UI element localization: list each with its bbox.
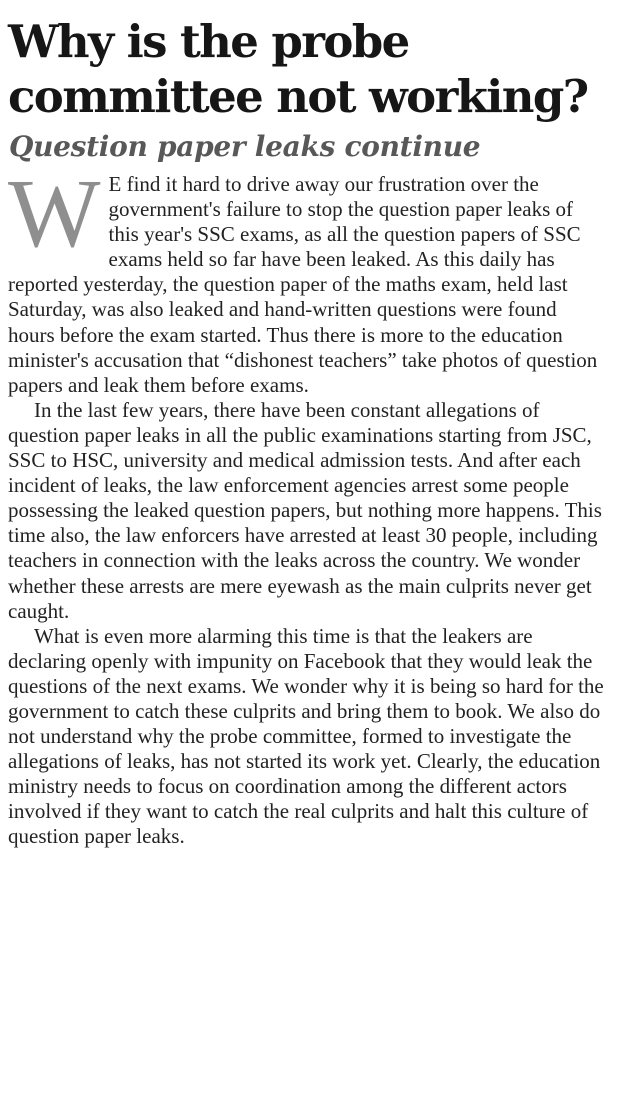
paragraph-1-text: E find it hard to drive away our frustration over the government's failure to stop the question paper leaks of this year's SSC exams, as all the question papers of SSC exams held so far have been leaked. As this daily has reported yesterday, the question paper of the maths exam, held last Saturday, was also leaked and hand-written questions were found hours before the exam started. Thus there is more to the education minister's accusation that “dishonest teachers” take photos of question papers and leak them before exams. (8, 172, 598, 397)
drop-cap: W (8, 160, 101, 268)
paragraph-2: In the last few years, there have been constant allegations of question paper leaks in all the public examinations starting from JSC, SSC to HSC, university and medical admission tests. And after each incident of leaks, the law enforcement agencies arrest some people possessing the leaked question papers, but nothing more happens. This time also, the law enforcers have arrested at least 30 people, including teachers in connection with the leaks across the country. We wonder whether these arrests are mere eyewash as the main culprits never get caught. (8, 397, 602, 623)
editorial-article (8, 14, 608, 850)
article-body (8, 160, 608, 850)
paragraph-1 (8, 160, 608, 398)
headline: Why is the probe committee not working? (8, 15, 588, 123)
subheadline: Question paper leaks continue (9, 130, 481, 163)
paragraph-3: What is even more alarming this time is that the leakers are declaring openly with impunity on Facebook that they would leak the questions of the next exams. We wonder why it is being so hard for the government to catch these culprits and bring them to book. We also do not understand why the probe committee, formed to investigate the allegations of leaks, has not started its work yet. Clearly, the education ministry needs to focus on coordination among the different actors involved if they want to catch the real culprits and halt this culture of question paper leaks. (8, 623, 604, 849)
